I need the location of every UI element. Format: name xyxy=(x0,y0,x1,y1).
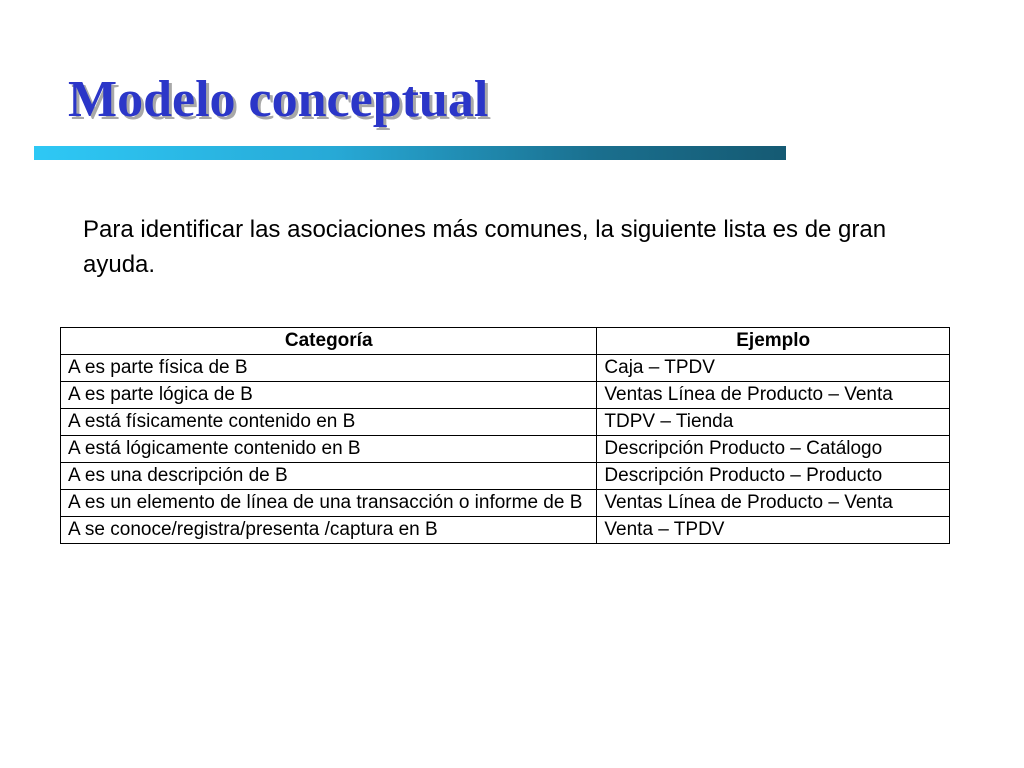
table-row xyxy=(61,382,950,409)
cell-categoria: A está lógicamente contenido en B xyxy=(61,436,597,463)
title-underline-bar xyxy=(34,146,786,160)
cell-ejemplo: Caja – TPDV xyxy=(597,355,950,382)
intro-text: Para identificar las asociaciones más comunes, la siguiente lista es de gran ayuda. xyxy=(83,216,887,278)
association-table xyxy=(60,327,950,544)
cell-categoria: A es parte lógica de B xyxy=(61,382,597,409)
page-title: Modelo conceptual xyxy=(68,71,489,128)
column-header-categoria: Categoría xyxy=(61,328,597,355)
table-row xyxy=(61,409,950,436)
table-row xyxy=(61,355,950,382)
cell-ejemplo: Descripción Producto – Catálogo xyxy=(597,436,950,463)
cell-ejemplo: Descripción Producto – Producto xyxy=(597,463,950,490)
table-row xyxy=(61,463,950,490)
cell-categoria: A se conoce/registra/presenta /captura en B xyxy=(61,517,597,544)
table-header-row xyxy=(61,328,950,355)
table-row xyxy=(61,436,950,463)
cell-categoria: A es un elemento de línea de una transacción o informe de B xyxy=(61,490,597,517)
cell-ejemplo: Ventas Línea de Producto – Venta xyxy=(597,382,950,409)
column-header-ejemplo: Ejemplo xyxy=(597,328,950,355)
cell-categoria: A es una descripción de B xyxy=(61,463,597,490)
table-row xyxy=(61,517,950,544)
cell-ejemplo: TDPV – Tienda xyxy=(597,409,950,436)
cell-ejemplo: Venta – TPDV xyxy=(597,517,950,544)
table-row xyxy=(61,490,950,517)
cell-categoria: A está físicamente contenido en B xyxy=(61,409,597,436)
cell-categoria: A es parte física de B xyxy=(61,355,597,382)
cell-ejemplo: Ventas Línea de Producto – Venta xyxy=(597,490,950,517)
